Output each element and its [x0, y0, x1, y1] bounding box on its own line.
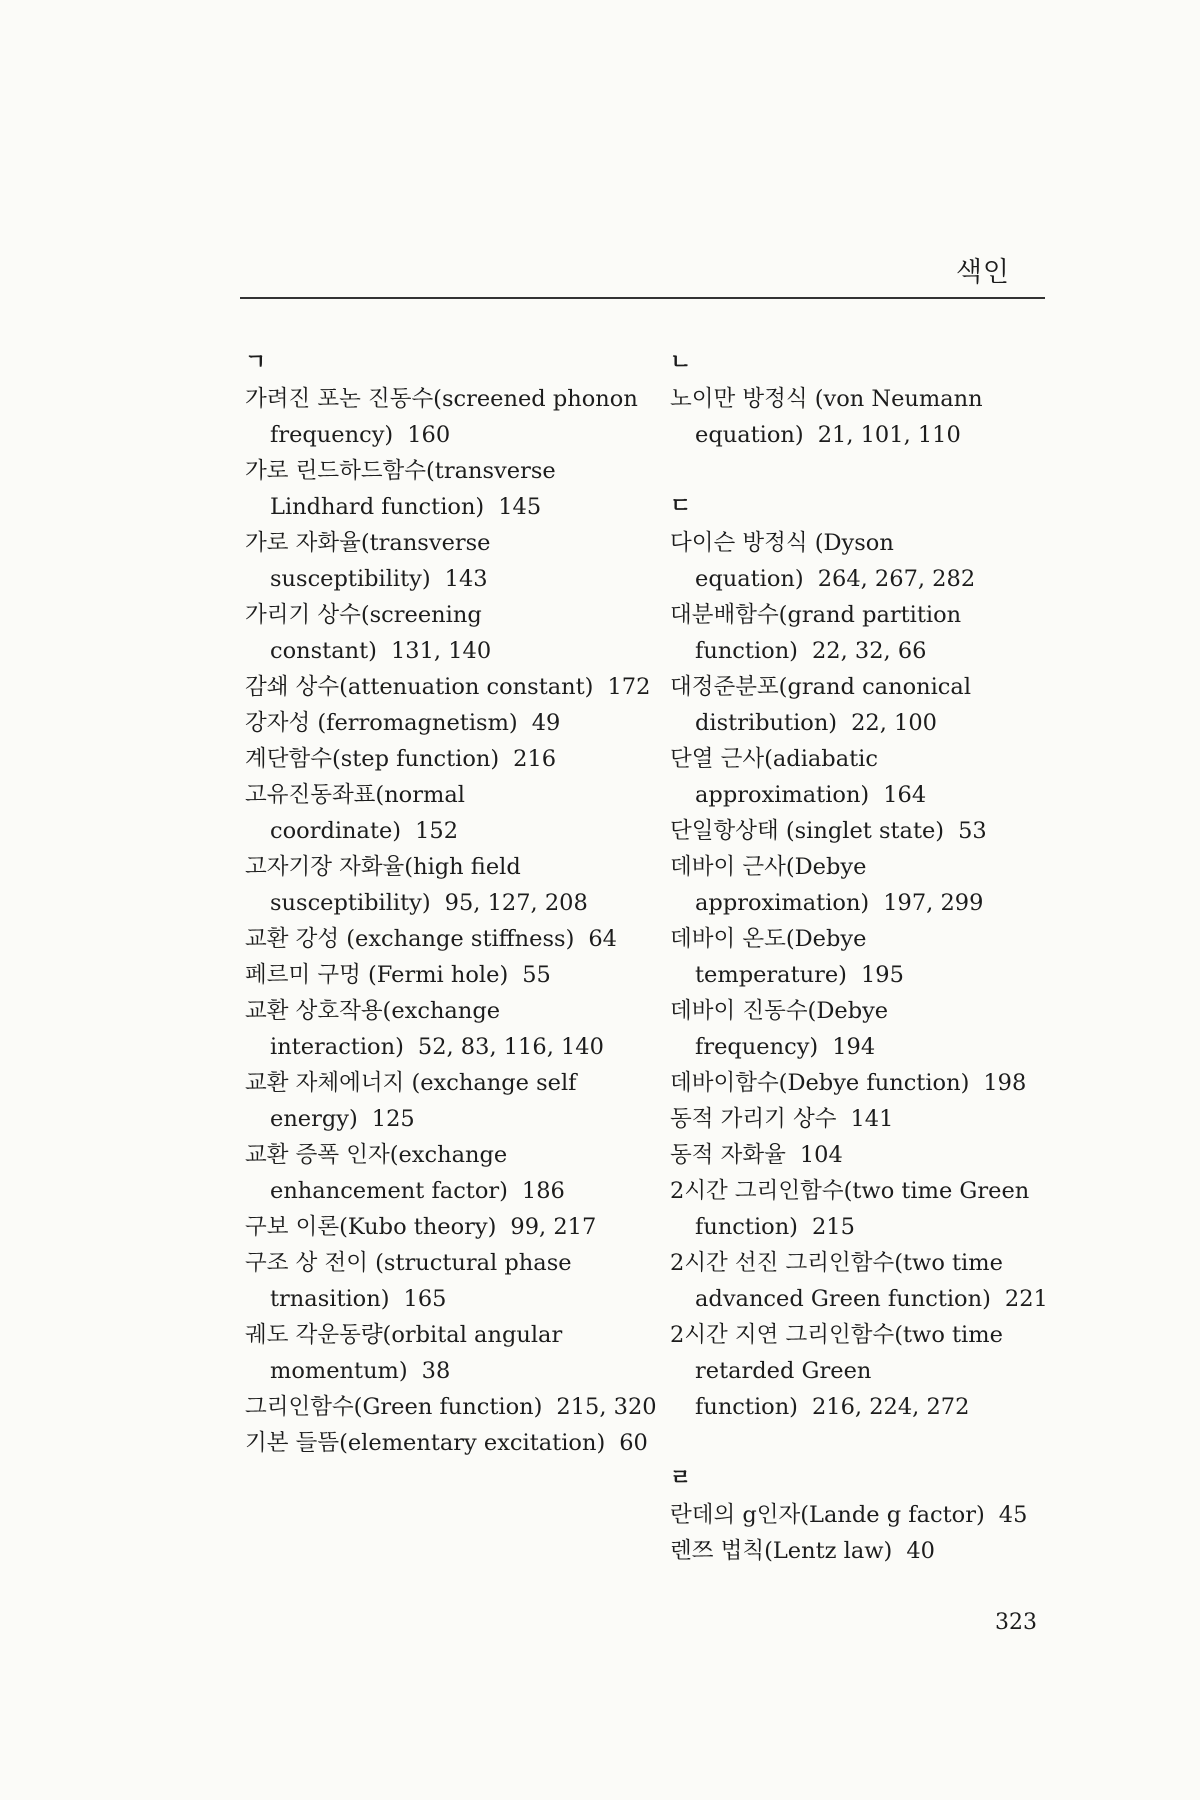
index-entry: [670, 813, 1065, 849]
index-term: 교환 상호작용(exchange interaction): [245, 998, 501, 1060]
page-references: 160: [407, 422, 451, 448]
index-entry: [245, 849, 660, 921]
index-column-right: [670, 345, 1065, 1569]
page-references: 197, 299: [883, 890, 984, 916]
page-references: 143: [444, 566, 488, 592]
index-entry: [245, 741, 660, 777]
index-entry: [245, 777, 660, 849]
index-entry: [670, 849, 1065, 921]
running-head: 색인: [955, 257, 1010, 288]
index-entry: [670, 669, 1065, 741]
page-references: 152: [415, 818, 459, 844]
index-term: 란데의 g인자(Lande g factor): [670, 1502, 985, 1528]
page-references: 221: [1004, 1286, 1048, 1312]
page-references: 22, 100: [851, 710, 937, 736]
index-entry: [670, 1317, 1065, 1425]
page-references: 125: [371, 1106, 415, 1132]
section-letter: ㄹ: [670, 1466, 692, 1491]
index-entry: [245, 1065, 660, 1137]
index-entry: [670, 1137, 1065, 1173]
index-entry: [670, 741, 1065, 813]
page-references: 52, 83, 116, 140: [417, 1034, 604, 1060]
index-entry: [245, 669, 660, 705]
index-term: 교환 자체에너지 (exchange self energy): [245, 1070, 577, 1132]
index-entry: [245, 597, 660, 669]
index-term: 페르미 구멍 (Fermi hole): [245, 962, 509, 988]
index-entry: [245, 1389, 660, 1425]
index-term: 2시간 선진 그리인함수(two time advanced Green function): [670, 1250, 1003, 1312]
page-references: 194: [832, 1034, 876, 1060]
page-references: 186: [521, 1178, 565, 1204]
page-references: 172: [607, 674, 651, 700]
page-references: 21, 101, 110: [817, 422, 961, 448]
index-term: 교환 증폭 인자(exchange enhancement factor): [245, 1142, 508, 1204]
page-references: 141: [850, 1106, 894, 1132]
page-references: 64: [588, 926, 617, 952]
page-references: 49: [531, 710, 561, 736]
index-term: 고자기장 자화율(high field susceptibility): [245, 854, 521, 916]
index-entry: [670, 921, 1065, 993]
page-number: 323: [995, 1610, 1037, 1635]
index-entry: [245, 453, 660, 525]
index-column-left: [245, 345, 660, 1461]
index-entry: [670, 1065, 1065, 1101]
page-references: 145: [498, 494, 542, 520]
index-entry: [670, 1497, 1065, 1533]
index-term: 대분배함수(grand partition function): [670, 602, 962, 664]
page-references: 215, 320: [556, 1394, 657, 1420]
page-references: 45: [998, 1502, 1028, 1528]
index-term: 단일항상태 (singlet state): [670, 818, 945, 844]
page-references: 40: [906, 1538, 935, 1564]
index-term: 동적 자화율: [670, 1142, 786, 1168]
index-entry: [245, 957, 660, 993]
index-entry: [670, 993, 1065, 1065]
page-references: 99, 217: [510, 1214, 597, 1240]
index-term: 데바이함수(Debye function): [670, 1070, 970, 1096]
index-entry: [245, 1209, 660, 1245]
section-gap: [670, 453, 1065, 489]
index-entry: [670, 381, 1065, 453]
page-references: 55: [522, 962, 551, 988]
page-references: 215: [811, 1214, 855, 1240]
index-entry: [245, 993, 660, 1065]
page-references: 195: [860, 962, 904, 988]
index-entry: [670, 597, 1065, 669]
index-term: 교환 강성 (exchange stiffness): [245, 926, 575, 952]
index-term: 기본 들뜸(elementary excitation): [245, 1430, 606, 1456]
index-entry: [245, 921, 660, 957]
index-entry: [245, 1137, 660, 1209]
page-references: 53: [958, 818, 987, 844]
index-entry: [245, 1425, 660, 1461]
section-gap: [670, 1425, 1065, 1461]
index-term: 가로 린드하드함수(transverse Lindhard function): [245, 458, 556, 520]
index-term: 동적 가리기 상수: [670, 1106, 837, 1132]
index-entry: [245, 705, 660, 741]
index-term: 2시간 지연 그리인함수(two time retarded Green function): [670, 1322, 1003, 1420]
index-term: 가려진 포논 진동수(screened phonon frequency): [245, 386, 638, 448]
page-references: 38: [421, 1358, 451, 1384]
index-entry: [245, 1317, 660, 1389]
index-term: 데바이 온도(Debye temperature): [670, 926, 867, 988]
index-term: 대정준분포(grand canonical distribution): [670, 674, 972, 736]
section-letter: ㄴ: [670, 350, 692, 375]
index-entry: [670, 1245, 1065, 1317]
page-references: 216, 224, 272: [811, 1394, 970, 1420]
page-references: 104: [799, 1142, 843, 1168]
index-term: 다이슨 방정식 (Dyson equation): [670, 530, 894, 592]
index-term: 가리기 상수(screening constant): [245, 602, 482, 664]
page-references: 60: [619, 1430, 648, 1456]
index-term: 계단함수(step function): [245, 746, 500, 772]
index-term: 강자성 (ferromagnetism): [245, 710, 518, 736]
index-term: 그리인함수(Green function): [245, 1394, 543, 1420]
page-references: 198: [983, 1070, 1027, 1096]
index-term: 단열 근사(adiabatic approximation): [670, 746, 878, 808]
index-entry: [245, 525, 660, 597]
index-term: 데바이 진동수(Debye frequency): [670, 998, 889, 1060]
header-rule: [240, 297, 1045, 299]
index-term: 2시간 그리인함수(two time Green function): [670, 1178, 1030, 1240]
index-term: 고유진동좌표(normal coordinate): [245, 782, 465, 844]
page-references: 164: [883, 782, 927, 808]
section-letter: ㄱ: [245, 350, 267, 375]
index-entry: [245, 381, 660, 453]
index-term: 구조 상 전이 (structural phase trnasition): [245, 1250, 572, 1312]
index-term: 렌쯔 법칙(Lentz law): [670, 1538, 893, 1564]
index-term: 노이만 방정식 (von Neumann equation): [670, 386, 983, 448]
index-term: 가로 자화율(transverse susceptibility): [245, 530, 491, 592]
index-entry: [670, 525, 1065, 597]
page-references: 165: [403, 1286, 447, 1312]
page-references: 216: [513, 746, 557, 772]
page-references: 131, 140: [390, 638, 492, 664]
index-entry: [670, 1101, 1065, 1137]
page-references: 95, 127, 208: [444, 890, 588, 916]
page-references: 264, 267, 282: [817, 566, 976, 592]
section-letter: ㄷ: [670, 494, 692, 519]
index-entry: [670, 1173, 1065, 1245]
page-references: 22, 32, 66: [811, 638, 927, 664]
index-term: 구보 이론(Kubo theory): [245, 1214, 497, 1240]
index-term: 궤도 각운동량(orbital angular momentum): [245, 1322, 563, 1384]
index-term: 감쇄 상수(attenuation constant): [245, 674, 594, 700]
index-entry: [245, 1245, 660, 1317]
index-term: 데바이 근사(Debye approximation): [670, 854, 870, 916]
index-entry: [670, 1533, 1065, 1569]
